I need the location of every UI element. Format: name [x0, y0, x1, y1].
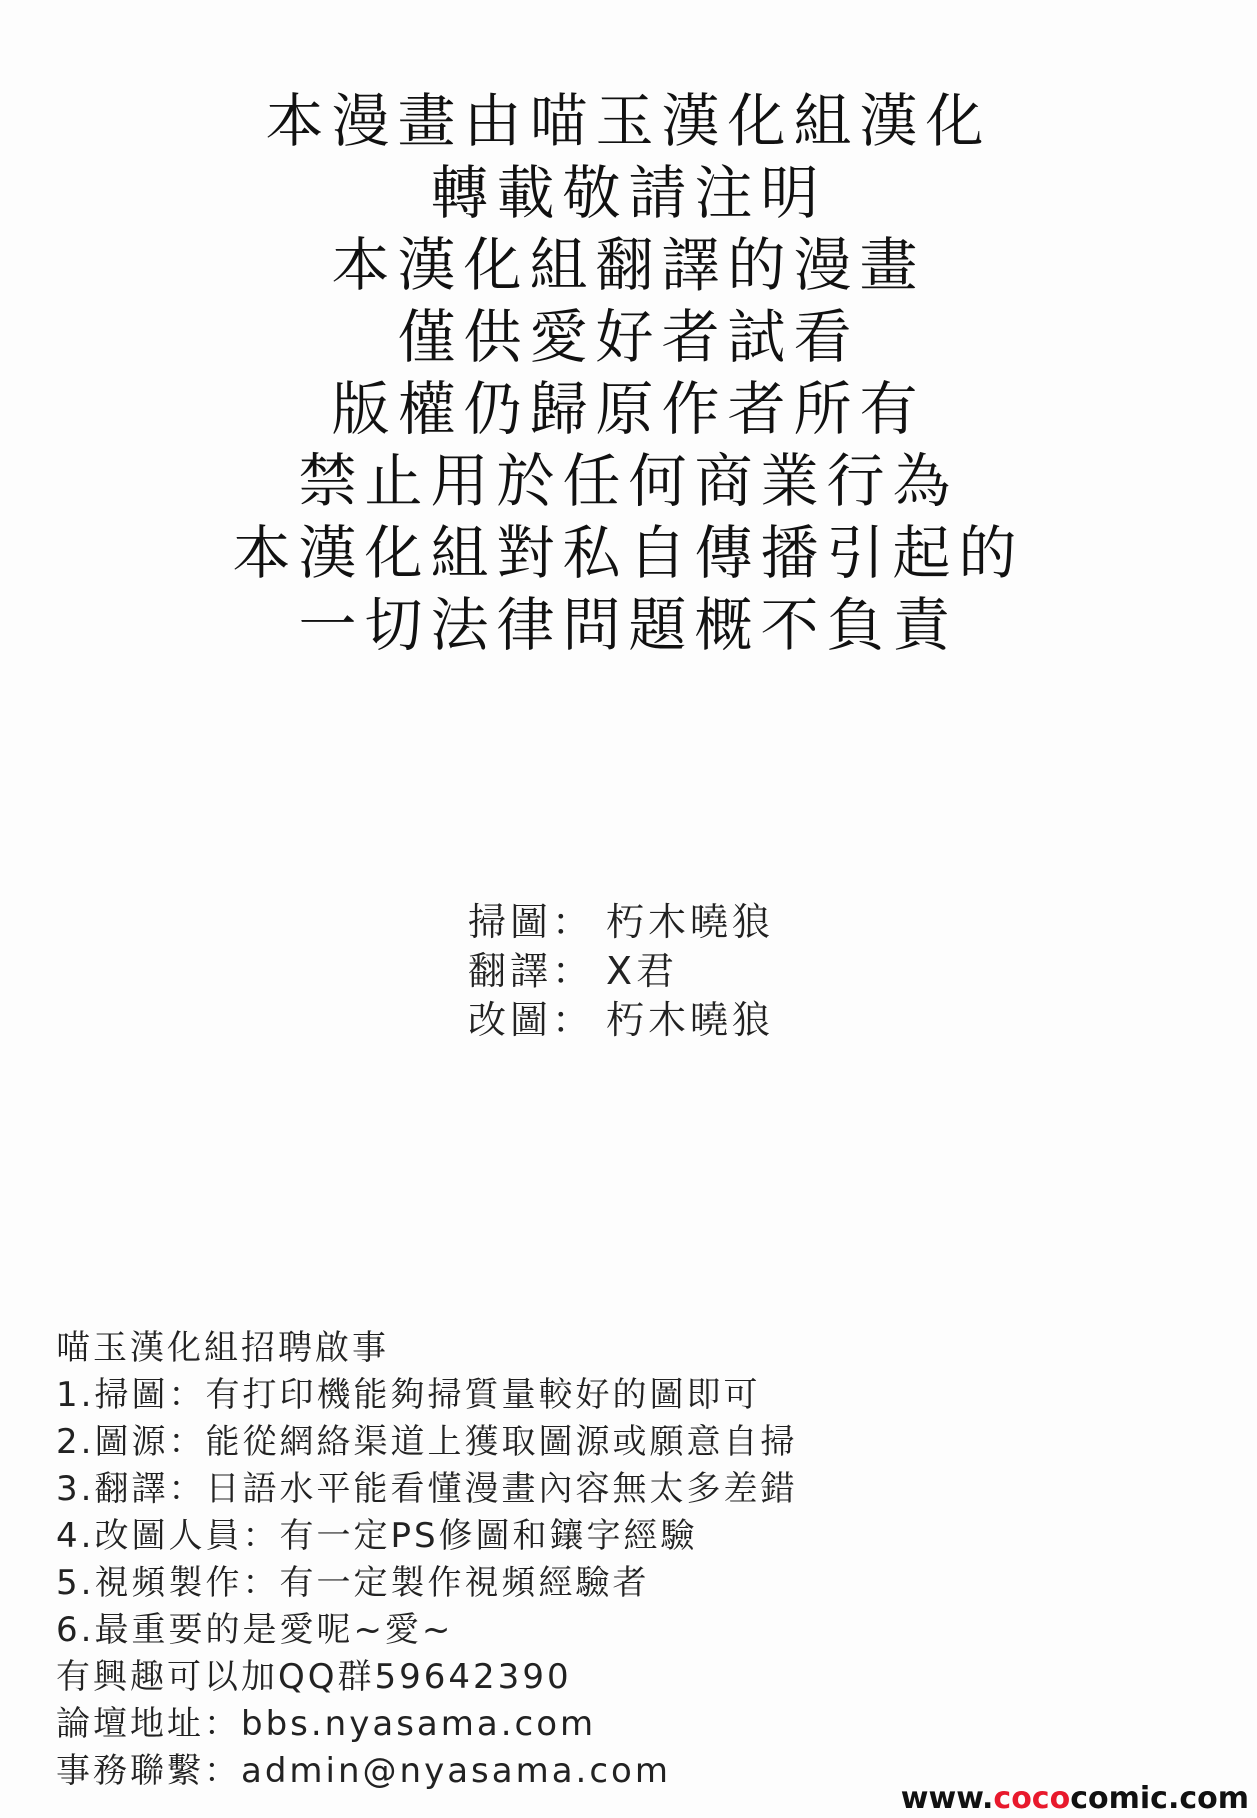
recruit-item: 6.最重要的是愛呢~愛~ [56, 1610, 454, 1650]
credit-name: X君 [606, 949, 679, 993]
credit-edit [468, 996, 774, 1045]
credit-name: 朽木曉狼 [606, 900, 775, 944]
recruit-contact: 事務聯繫：admin@nyasama.com [56, 1751, 671, 1791]
recruit-qq: 有興趣可以加QQ群59642390 [56, 1657, 572, 1697]
site-watermark [901, 1781, 1249, 1816]
recruit-item: 5.視頻製作：有一定製作視頻經驗者 [56, 1563, 650, 1603]
notice-line: 僅供愛好者試看 [397, 303, 860, 371]
credit-translation [468, 947, 774, 996]
copyright-notice [0, 85, 1257, 661]
recruit-item: 3.翻譯：日語水平能看懂漫畫內容無太多差錯 [56, 1469, 798, 1509]
notice-line: 本漢化組翻譯的漫畫 [331, 231, 926, 299]
credit-scan [468, 898, 774, 947]
credit-role: 掃圖： [468, 900, 595, 944]
credit-name: 朽木曉狼 [606, 998, 775, 1042]
recruit-item: 1.掃圖：有打印機能夠掃質量較好的圖即可 [56, 1375, 761, 1415]
notice-line: 版權仍歸原作者所有 [331, 375, 926, 443]
recruit-item: 4.改圖人員：有一定PS修圖和鑲字經驗 [56, 1516, 698, 1556]
recruit-title: 喵玉漢化組招聘啟事 [56, 1328, 389, 1368]
credit-role: 改圖： [468, 998, 595, 1042]
watermark-brand-a: coco [993, 1781, 1071, 1816]
watermark-prefix: www. [900, 1781, 994, 1816]
notice-line: 禁止用於任何商業行為 [298, 447, 959, 515]
recruit-item: 2.圖源：能從網絡渠道上獲取圖源或願意自掃 [56, 1422, 798, 1462]
notice-line: 一切法律問題概不負責 [298, 591, 959, 659]
watermark-suffix: .com [1167, 1781, 1249, 1816]
credits-block [468, 898, 774, 1045]
recruit-forum: 論壇地址：bbs.nyasama.com [56, 1704, 597, 1744]
watermark-brand-b: comic [1070, 1781, 1168, 1816]
credit-role: 翻譯： [468, 949, 595, 993]
recruitment-notice [56, 1325, 797, 1795]
notice-line: 本漫畫由喵玉漢化組漢化 [265, 87, 992, 155]
notice-line: 轉載敬請注明 [430, 159, 827, 227]
notice-line: 本漢化組對私自傳播引起的 [232, 519, 1025, 587]
